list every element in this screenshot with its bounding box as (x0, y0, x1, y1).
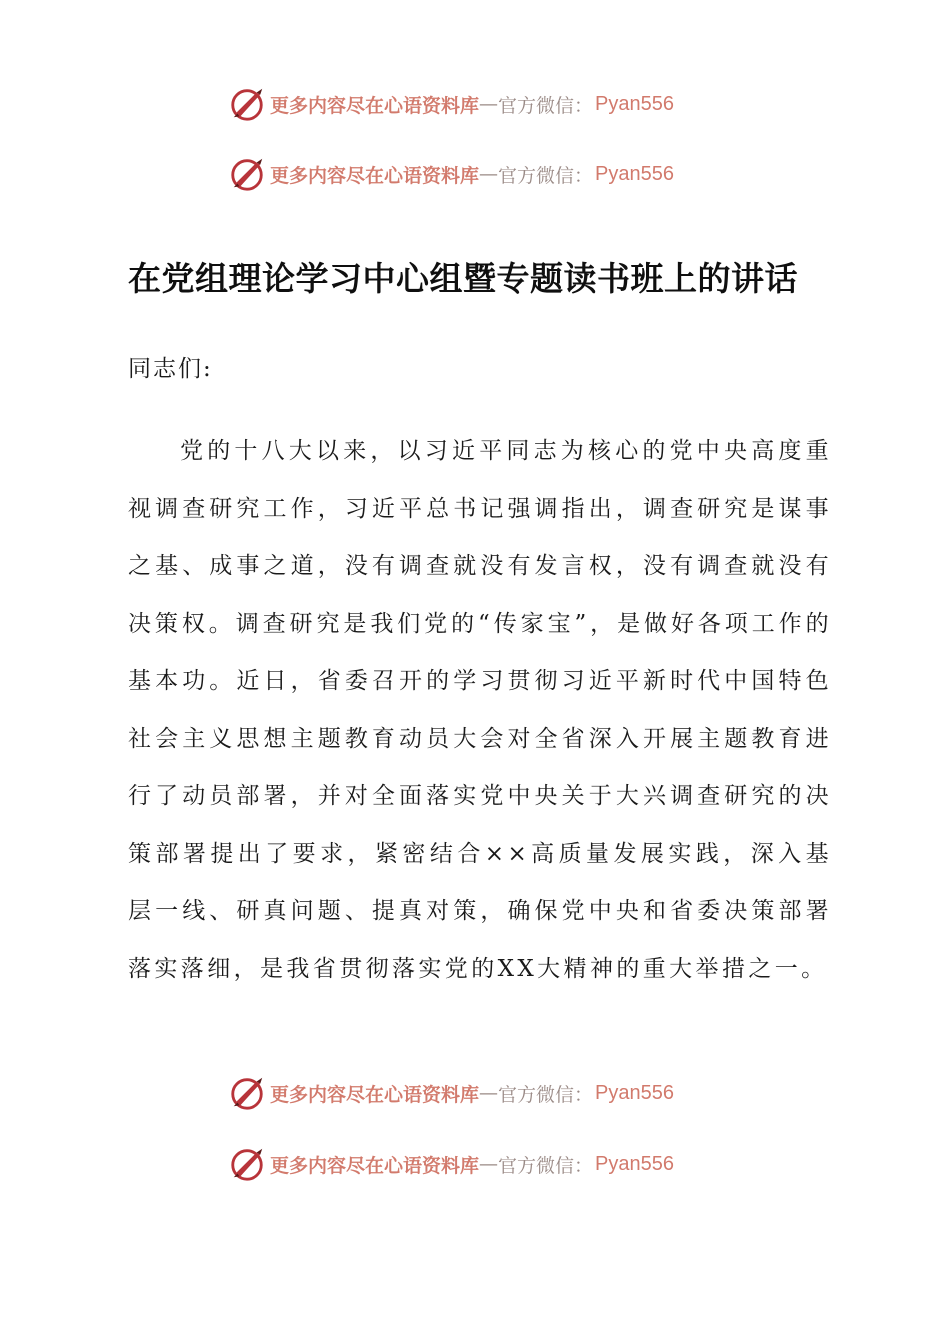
watermark-dash: — (479, 93, 499, 115)
watermark-dash: — (479, 1153, 499, 1175)
watermark-account-label: 官方微信： (498, 1154, 594, 1177)
watermark-account-label: 官方微信： (498, 94, 594, 117)
pen-logo-icon (228, 1145, 266, 1183)
watermark-account-id: Pyan556 (595, 1081, 674, 1104)
salutation: 同志们: (128, 356, 213, 382)
watermark-banner (228, 84, 674, 124)
watermark-main-text: 更多内容尽在心语资料库 (270, 94, 480, 117)
watermark-banner (228, 1144, 674, 1184)
watermark-main-text: 更多内容尽在心语资料库 (270, 1083, 480, 1106)
watermark-banner (228, 154, 674, 194)
watermark-account-id: Pyan556 (595, 162, 674, 185)
pen-logo-icon (228, 1074, 266, 1112)
watermark-account-id: Pyan556 (595, 1152, 674, 1175)
watermark-account-label: 官方微信： (498, 164, 594, 187)
body-paragraph: 党的十八大以来，以习近平同志为核心的党中央高度重视调查研究工作，习近平总书记强调指出，调查研究是谋事之基、成事之道，没有调查就没有发言权，没有调查就没有决策权。调查研究是我们党的“传家宝”，是做好各项工作的基本功。近日，省委召开的学习贯彻习近平新时代中国特色社会主义思想主题教育动员大会对全省深入开展主题教育进行了动员部署，并对全面落实党中央关于大兴调查研究的决策部署提出了要求，紧密结合××高质量发展实践，深入基层一线、研真问题、提真对策，确保党中央和省委决策部署落实落细，是我省贯彻落实党的XX大精神的重大举措之一。 (128, 438, 832, 982)
watermark-main-text: 更多内容尽在心语资料库 (270, 1154, 480, 1177)
pen-logo-icon (228, 155, 266, 193)
watermark-dash: — (479, 1082, 499, 1104)
document-title: 在党组理论学习中心组暨专题读书班上的讲话 (128, 259, 798, 298)
watermark-main-text: 更多内容尽在心语资料库 (270, 164, 480, 187)
watermark-account-id: Pyan556 (595, 92, 674, 115)
watermark-banner (228, 1073, 674, 1113)
pen-logo-icon (228, 85, 266, 123)
watermark-dash: — (479, 163, 499, 185)
watermark-account-label: 官方微信： (498, 1083, 594, 1106)
